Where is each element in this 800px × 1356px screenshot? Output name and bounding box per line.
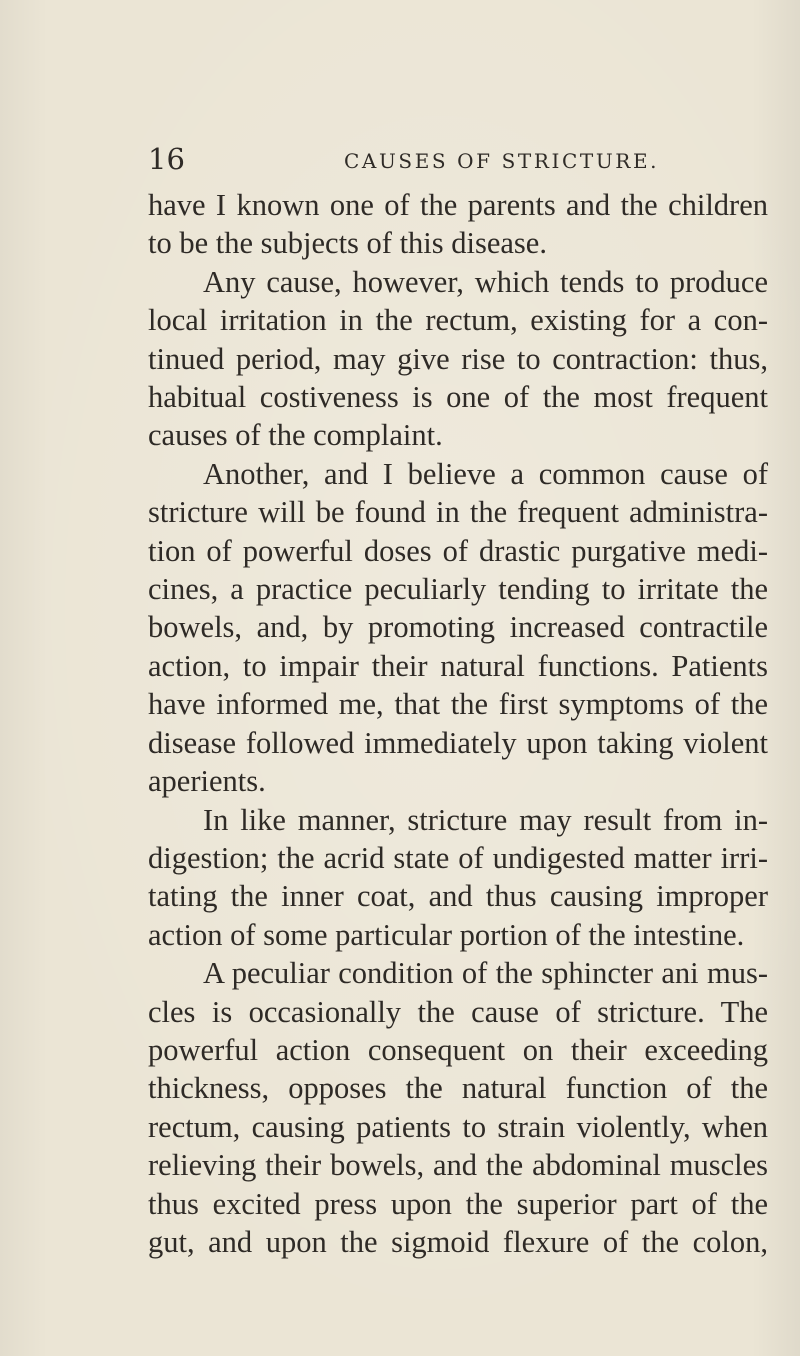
text-line: causes of the complaint. bbox=[148, 418, 443, 453]
text-line: bowels, and, by promoting increased contractile bbox=[148, 610, 768, 645]
text-line: tating the inner coat, and thus causing improper bbox=[148, 879, 768, 914]
text-line: rectum, causing patients to strain violently, when bbox=[148, 1109, 768, 1144]
text-line: disease followed immediately upon taking violent bbox=[148, 725, 768, 760]
body-text bbox=[148, 186, 768, 1261]
text-line: action of some particular portion of the intestine. bbox=[148, 917, 745, 952]
paragraph-2 bbox=[148, 263, 768, 455]
running-title: CAUSES OF STRICTURE. bbox=[344, 149, 660, 173]
text-line: aperients. bbox=[148, 764, 266, 799]
paragraph-1 bbox=[148, 186, 768, 263]
text-line: cles is occasionally the cause of stricture. The bbox=[148, 994, 768, 1029]
running-head bbox=[148, 139, 768, 179]
text-line: action, to impair their natural functions. Patients bbox=[148, 648, 768, 683]
text-line: have informed me, that the first symptoms of the bbox=[148, 687, 768, 722]
text-line: relieving their bowels, and the abdominal muscles bbox=[148, 1148, 768, 1183]
text-line: Any cause, however, which tends to produce bbox=[203, 264, 768, 299]
text-line: digestion; the acrid state of undigested matter irri- bbox=[148, 840, 768, 875]
text-line: cines, a practice peculiarly tending to irritate the bbox=[148, 572, 768, 607]
page-number: 16 bbox=[148, 142, 185, 176]
text-line: habitual costiveness is one of the most frequent bbox=[148, 380, 768, 415]
text-line: Another, and I believe a common cause of bbox=[203, 456, 768, 491]
text-line: powerful action consequent on their exceeding bbox=[148, 1032, 768, 1067]
text-line: thickness, opposes the natural function of the bbox=[148, 1071, 768, 1106]
text-line: stricture will be found in the frequent administra- bbox=[148, 495, 768, 530]
text-line: tion of powerful doses of drastic purgative medi- bbox=[148, 533, 768, 568]
text-line: have I known one of the parents and the children bbox=[148, 188, 768, 222]
text-line: A peculiar condition of the sphincter ani mus- bbox=[203, 956, 768, 991]
paragraph-5 bbox=[148, 954, 768, 1261]
text-line: local irritation in the rectum, existing for a con- bbox=[148, 303, 768, 338]
text-line: tinued period, may give rise to contraction: thus, bbox=[148, 341, 768, 376]
paragraph-4 bbox=[148, 801, 768, 955]
text-line: to be the subjects of this disease. bbox=[148, 226, 547, 261]
text-line: thus excited press upon the superior part of the bbox=[148, 1186, 768, 1221]
text-line: gut, and upon the sigmoid flexure of the colon, bbox=[148, 1224, 768, 1259]
paragraph-3 bbox=[148, 455, 768, 801]
text-line: In like manner, stricture may result from in- bbox=[203, 802, 768, 837]
